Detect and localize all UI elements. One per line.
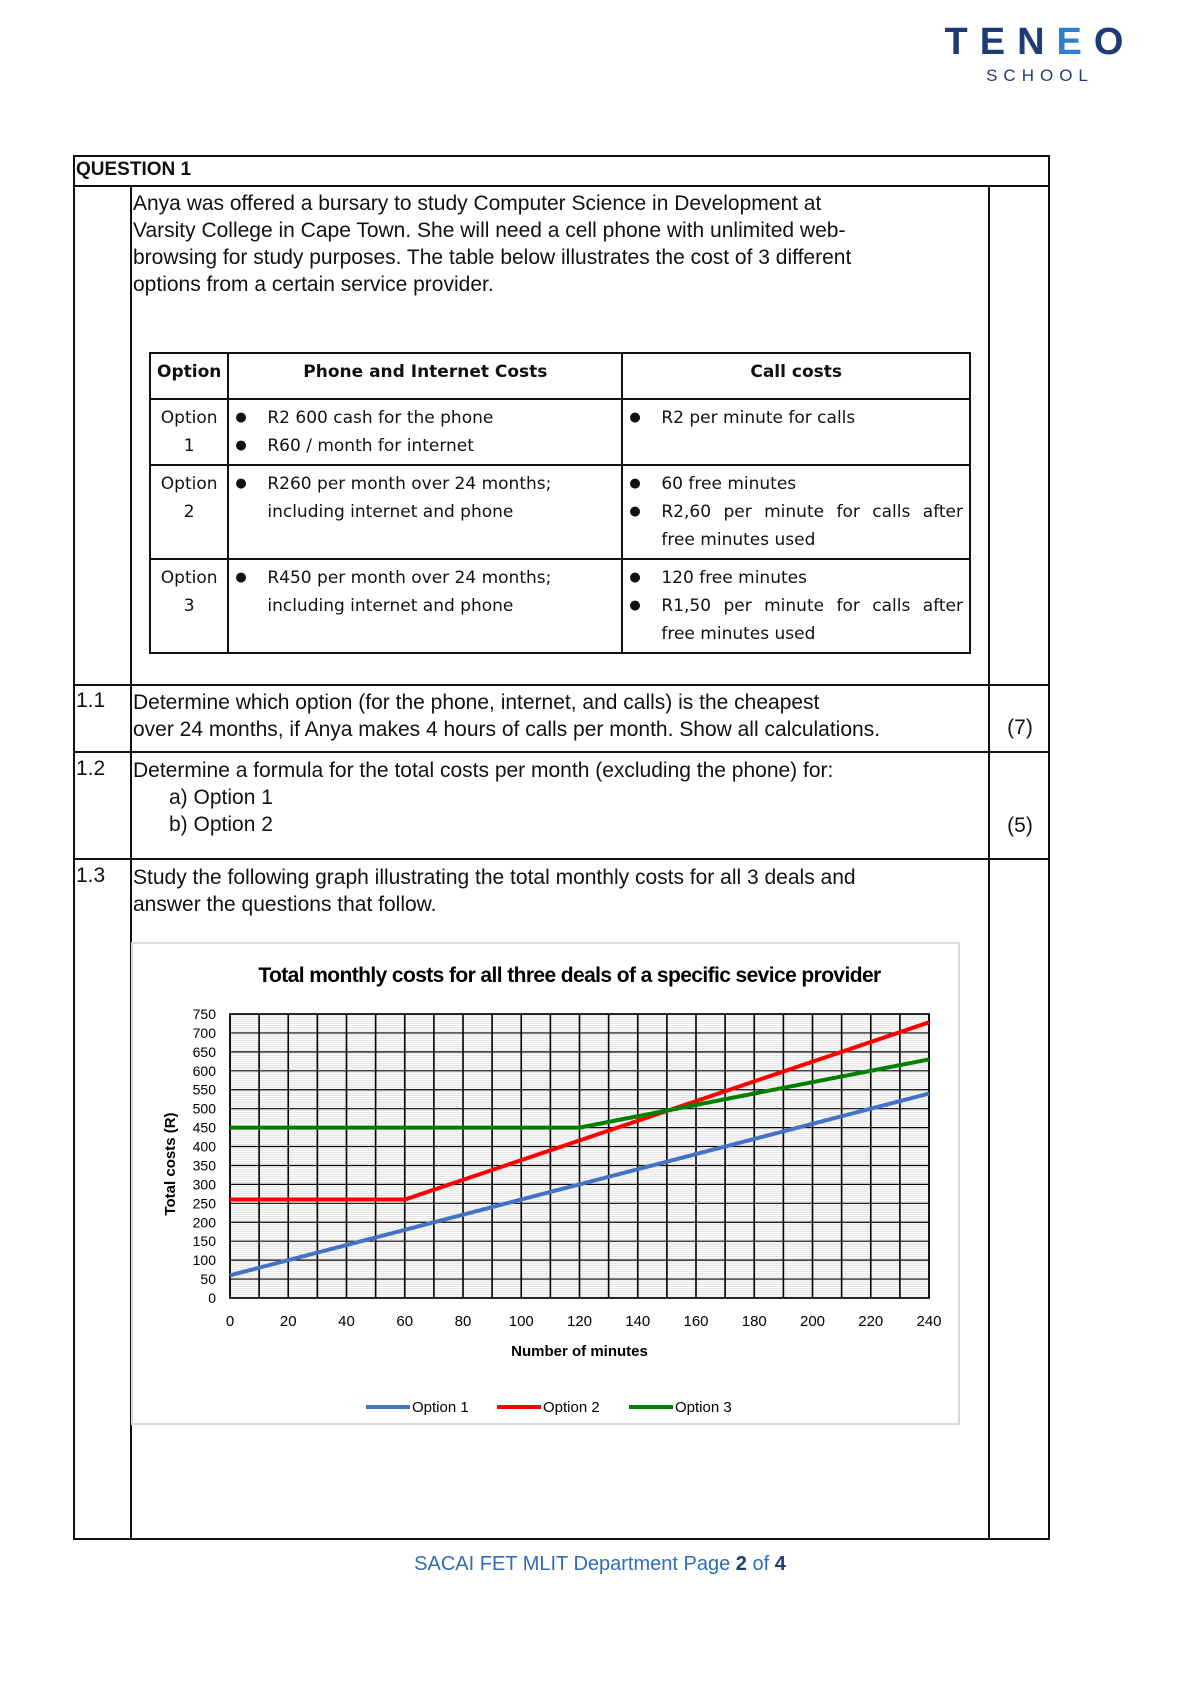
phone-cell bbox=[228, 465, 622, 559]
y-tick-label: 100 bbox=[192, 1252, 216, 1269]
divider bbox=[73, 858, 1050, 860]
x-tick-label: 60 bbox=[396, 1313, 414, 1330]
calls-cell bbox=[622, 559, 970, 653]
options-table bbox=[149, 352, 971, 654]
page-footer: SACAI FET MLIT Department Page 2 of 4 bbox=[414, 1553, 786, 1575]
question-1-3-text: Study the following graph illustrating the total monthly costs for all 3 deals and answer the questions that follow. bbox=[133, 866, 856, 916]
y-tick-label: 700 bbox=[192, 1024, 216, 1041]
y-tick-label: 600 bbox=[192, 1062, 216, 1079]
x-tick-label: 220 bbox=[858, 1313, 884, 1330]
legend-entry: Option 2 bbox=[543, 1399, 600, 1416]
mark-allocation: (7) bbox=[1007, 716, 1033, 739]
logo-subtitle: SCHOOL bbox=[986, 66, 1094, 85]
y-tick-label: 200 bbox=[192, 1214, 216, 1231]
list-item: ● R60 / month for internet bbox=[267, 432, 615, 460]
y-tick-label: 350 bbox=[192, 1157, 216, 1174]
y-tick-label: 50 bbox=[200, 1271, 216, 1288]
x-tick-label: 200 bbox=[799, 1313, 826, 1330]
table-row bbox=[150, 399, 970, 465]
list-item: ● R2 per minute for calls bbox=[661, 404, 963, 432]
list-item: ● 120 free minutes bbox=[661, 564, 963, 592]
school-logo bbox=[940, 20, 1140, 86]
list-item: ● 60 free minutes bbox=[661, 470, 963, 498]
question-intro bbox=[133, 190, 851, 298]
x-axis-label: Number of minutes bbox=[511, 1343, 648, 1360]
chart-title: Total monthly costs for all three deals of a specific sevice provider bbox=[258, 964, 881, 987]
y-tick-label: 150 bbox=[192, 1233, 216, 1250]
option-name: Option 3 bbox=[150, 559, 228, 653]
option-name: Option 1 bbox=[150, 399, 228, 465]
divider bbox=[73, 751, 1050, 753]
y-tick-label: 650 bbox=[192, 1043, 216, 1060]
option-name: Option 2 bbox=[150, 465, 228, 559]
logo-name: TENEO bbox=[944, 21, 1136, 63]
intro-line: options from a certain service provider. bbox=[133, 273, 494, 296]
x-tick-label: 240 bbox=[916, 1313, 942, 1330]
legend-entry: Option 3 bbox=[675, 1399, 732, 1416]
chart-svg bbox=[133, 944, 958, 1423]
question-number: 1.2 bbox=[76, 757, 106, 780]
intro-line: browsing for study purposes. The table below illustrates the cost of 3 different bbox=[133, 246, 852, 269]
column-divider bbox=[988, 186, 990, 1539]
header-option: Option bbox=[150, 353, 228, 399]
y-tick-label: 0 bbox=[208, 1290, 216, 1306]
list-item: ● R450 per month over 24 months; including internet and phone bbox=[267, 564, 615, 620]
calls-cell bbox=[622, 465, 970, 559]
page-total: 4 bbox=[774, 1553, 786, 1575]
y-tick-label: 750 bbox=[192, 1006, 216, 1022]
x-tick-label: 180 bbox=[741, 1313, 767, 1330]
table-row bbox=[150, 559, 970, 653]
x-tick-label: 120 bbox=[566, 1313, 593, 1330]
header-phone-internet: Phone and Internet Costs bbox=[228, 353, 622, 399]
header-call-costs: Call costs bbox=[622, 353, 970, 399]
y-axis-label: Total costs (R) bbox=[162, 1112, 179, 1216]
list-item: ● R2,60 per minute for calls after free minutes used bbox=[661, 498, 963, 554]
x-tick-label: 160 bbox=[683, 1313, 709, 1330]
intro-line: Varsity College in Cape Town. She will need a cell phone with unlimited web- bbox=[133, 219, 846, 242]
page-number: 2 bbox=[735, 1553, 747, 1575]
y-tick-label: 450 bbox=[192, 1119, 216, 1136]
phone-cell bbox=[228, 399, 622, 465]
x-tick-label: 20 bbox=[279, 1313, 297, 1330]
question-heading: QUESTION 1 bbox=[76, 159, 192, 180]
question-1-2-text: Determine a formula for the total costs per month (excluding the phone) for: a) Option 1 b) Option 2 bbox=[133, 759, 834, 836]
question-number: 1.1 bbox=[76, 689, 106, 712]
list-item: ● R260 per month over 24 months; including internet and phone bbox=[267, 470, 615, 526]
y-tick-label: 400 bbox=[192, 1138, 216, 1155]
list-item: ● R1,50 per minute for calls after free minutes used bbox=[661, 592, 963, 648]
x-tick-label: 0 bbox=[225, 1313, 235, 1330]
y-tick-label: 250 bbox=[192, 1195, 216, 1212]
divider bbox=[73, 684, 1050, 686]
x-tick-label: 140 bbox=[625, 1313, 651, 1330]
x-tick-label: 80 bbox=[454, 1313, 472, 1330]
y-tick-label: 300 bbox=[192, 1176, 216, 1193]
list-item: ● R2 600 cash for the phone bbox=[267, 404, 615, 432]
x-tick-label: 100 bbox=[508, 1313, 534, 1330]
cost-chart bbox=[131, 942, 960, 1425]
calls-cell bbox=[622, 399, 970, 465]
phone-cell bbox=[228, 559, 622, 653]
divider bbox=[73, 185, 1050, 187]
y-tick-label: 500 bbox=[192, 1100, 216, 1117]
legend-entry: Option 1 bbox=[412, 1399, 469, 1416]
question-1-1-text: Determine which option (for the phone, internet, and calls) is the cheapest over 24 months, if Anya makes 4 hours of calls per month. Show all calculations. bbox=[133, 691, 881, 741]
y-tick-label: 550 bbox=[192, 1081, 216, 1098]
x-tick-label: 40 bbox=[338, 1313, 355, 1330]
table-row bbox=[150, 465, 970, 559]
intro-line: Anya was offered a bursary to study Computer Science in Development at bbox=[133, 192, 822, 215]
question-number: 1.3 bbox=[76, 864, 106, 887]
mark-allocation: (5) bbox=[1007, 814, 1033, 837]
